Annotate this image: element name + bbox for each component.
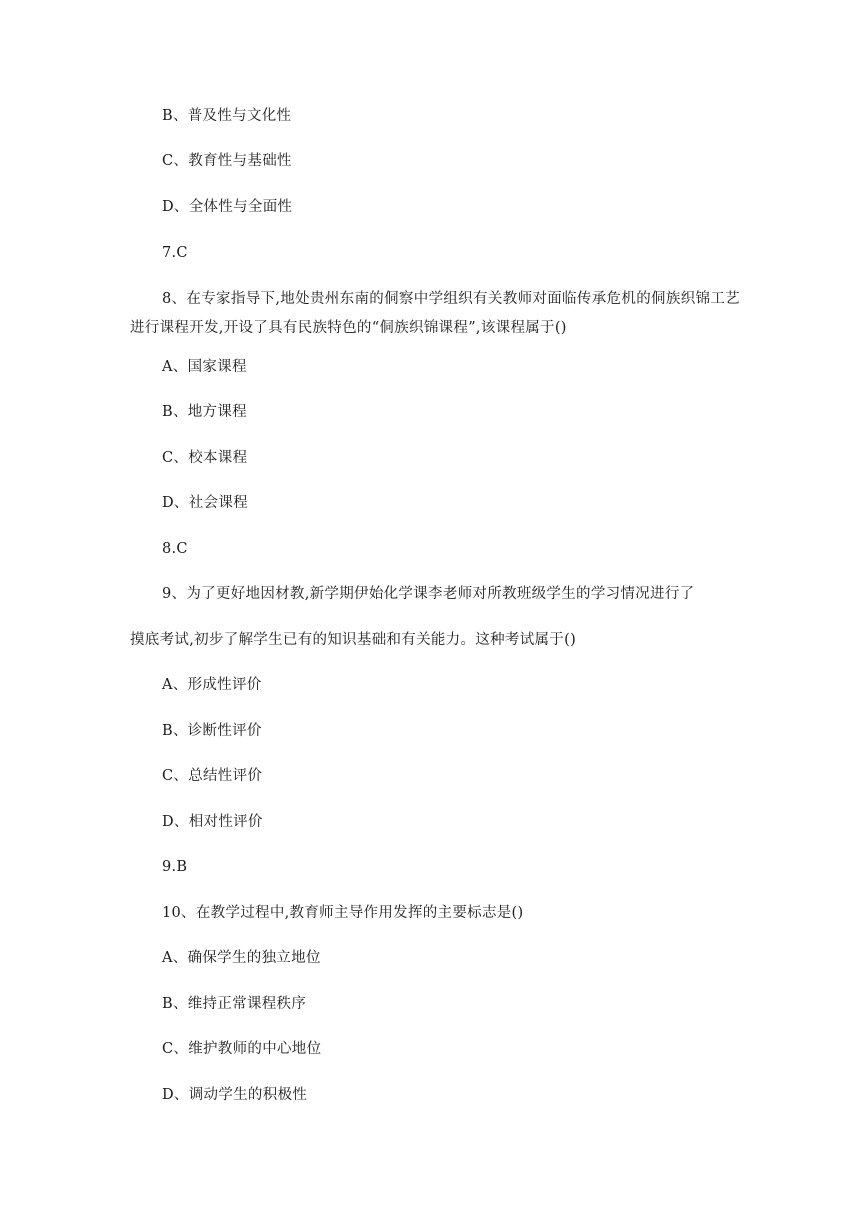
q9-stem-line2: 摸底考试,初步了解学生已有的知识基础和有关能力。这种考试属于() <box>130 632 577 648</box>
q9-option-a: A、形成性评价 <box>162 677 262 693</box>
q10-stem: 10、在教学过程中,教育师主导作用发挥的主要标志是() <box>162 905 524 921</box>
q10-option-a: A、确保学生的独立地位 <box>162 950 321 966</box>
q9-option-d: D、相对性评价 <box>162 814 263 830</box>
q6-option-c: C、教育性与基础性 <box>162 153 292 169</box>
q10-option-c: C、维护教师的中心地位 <box>162 1041 322 1057</box>
q8-option-b: B、地方课程 <box>162 404 247 420</box>
q9-answer: 9.B <box>162 859 188 875</box>
q8-stem: 8、在专家指导下,地处贵州东南的侗察中学组织有关教师对面临传承危机的侗族织锦工艺进行课程开发,开设了具有民族特色的“侗族织锦课程”,该课程属于() <box>130 291 740 336</box>
q8-answer: 8.C <box>162 541 188 557</box>
q10-option-b: B、维持正常课程秩序 <box>162 996 307 1012</box>
q8-option-d: D、社会课程 <box>162 495 248 511</box>
q9-option-c: C、总结性评价 <box>162 768 263 784</box>
q8-option-c: C、校本课程 <box>162 450 248 466</box>
q6-option-d: D、全体性与全面性 <box>162 199 293 215</box>
q10-option-d: D、调动学生的积极性 <box>162 1087 308 1103</box>
q6-option-b: B、普及性与文化性 <box>162 108 292 124</box>
q9-option-b: B、诊断性评价 <box>162 723 262 739</box>
q9-stem-line1: 9、为了更好地因材教,新学期伊始化学课李老师对所教班级学生的学习情况进行了 <box>162 586 695 602</box>
q8-option-a: A、国家课程 <box>162 359 247 375</box>
q6-answer: 7.C <box>162 245 188 261</box>
